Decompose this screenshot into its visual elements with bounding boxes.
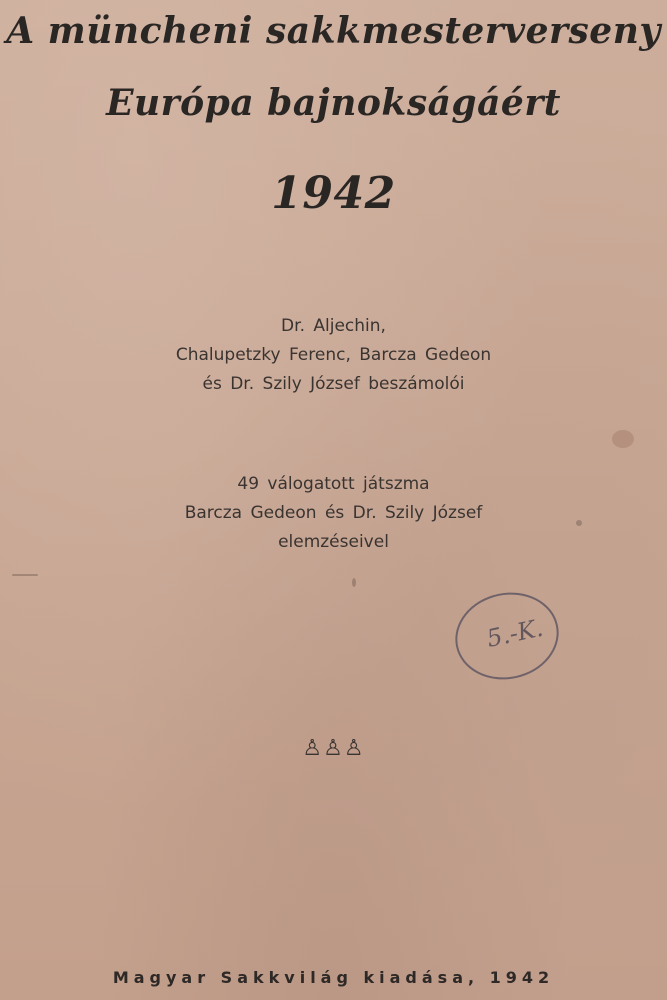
handwritten-price-stamp xyxy=(447,583,567,689)
games-line: 49 válogatott játszma xyxy=(237,474,430,494)
chess-pawns-ornament-icon: ♙♙♙ xyxy=(302,736,365,761)
title-line-1: A müncheni sakkmesterverseny xyxy=(6,10,661,52)
games-block xyxy=(0,470,667,557)
publisher-line: Magyar Sakkvilág kiadása, 1942 xyxy=(112,968,555,987)
stamp-text: 5.-K. xyxy=(484,613,546,653)
authors-line: Chalupetzky Ferenc, Barcza Gedeon xyxy=(175,345,492,365)
paper-speck xyxy=(576,520,582,526)
title-line-2: Európa bajnokságáért xyxy=(106,82,561,124)
paper-speck xyxy=(12,574,38,576)
title-year: 1942 xyxy=(271,168,396,219)
authors-block xyxy=(0,312,667,399)
games-line: Barcza Gedeon és Dr. Szily József xyxy=(184,503,483,523)
paper-speck xyxy=(612,430,634,448)
authors-line: Dr. Aljechin, xyxy=(281,316,386,336)
paper-speck xyxy=(352,578,356,587)
games-line: elemzéseivel xyxy=(278,532,389,552)
authors-line: és Dr. Szily József beszámolói xyxy=(202,374,465,394)
